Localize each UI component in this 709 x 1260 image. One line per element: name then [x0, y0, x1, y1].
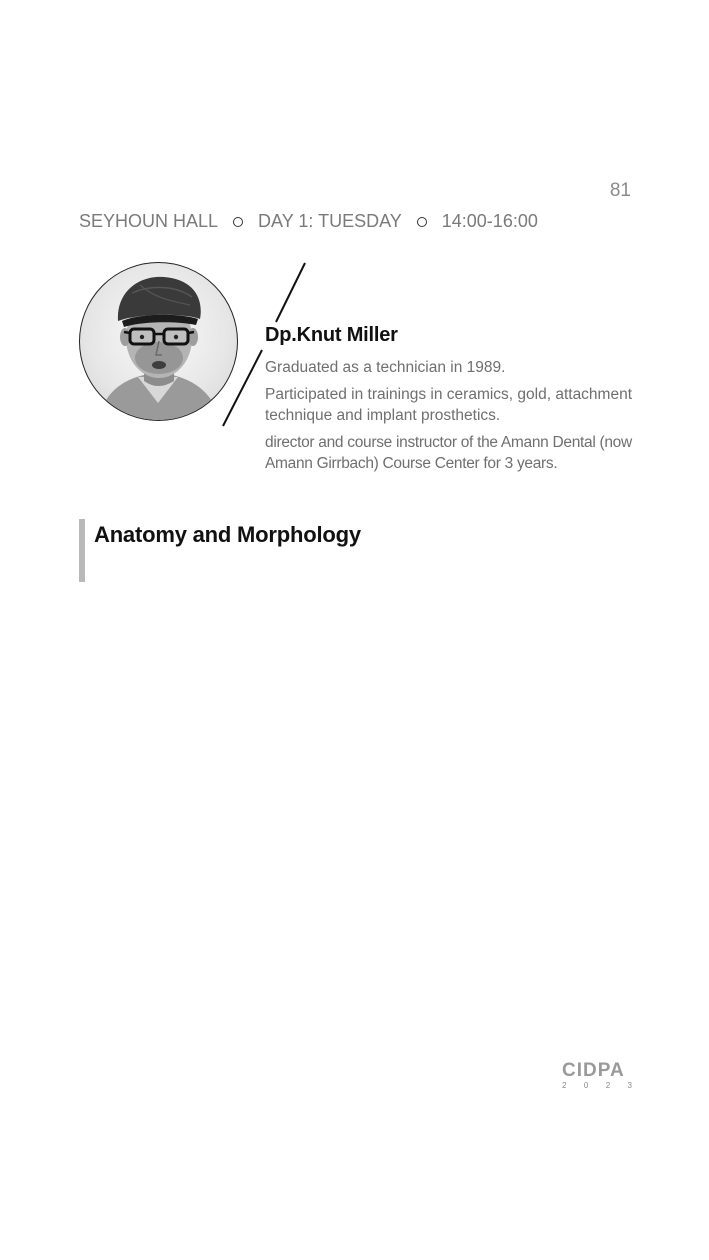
speaker-portrait-image — [80, 263, 237, 420]
logo-year-digit: 0 — [583, 1081, 589, 1090]
cidpa-logo — [562, 1061, 632, 1089]
session-hall: SEYHOUN HALL — [79, 211, 219, 231]
logo-year-digit: 2 — [605, 1081, 611, 1090]
logo-year-digit: 3 — [627, 1081, 632, 1090]
speaker-bio-line: Graduated as a technician in 1989. — [265, 359, 506, 376]
separator-dot-icon — [417, 217, 427, 227]
topic-title: Anatomy and Morphology — [94, 522, 361, 547]
page-number: 81 — [609, 180, 631, 201]
session-info — [79, 211, 538, 232]
speaker-photo — [79, 262, 238, 421]
speaker-info — [265, 324, 645, 480]
speaker-bio-line: Participated in trainings in ceramics, gold, attachment technique and implant prosthetics. — [265, 386, 633, 424]
speaker-bio-line: director and course instructor of the Amann Dental (now Amann Girrbach) Course Center for 3 years. — [265, 434, 632, 472]
topic-block — [79, 519, 361, 582]
logo-wordmark: CIDPA — [562, 1060, 625, 1081]
speaker-name: Dp.Knut Miller — [265, 324, 398, 346]
session-time: 14:00-16:00 — [441, 211, 538, 231]
session-day: DAY 1: TUESDAY — [258, 211, 402, 231]
logo-year — [562, 1081, 632, 1090]
separator-dot-icon — [233, 217, 243, 227]
logo-year-digit: 2 — [562, 1081, 567, 1090]
